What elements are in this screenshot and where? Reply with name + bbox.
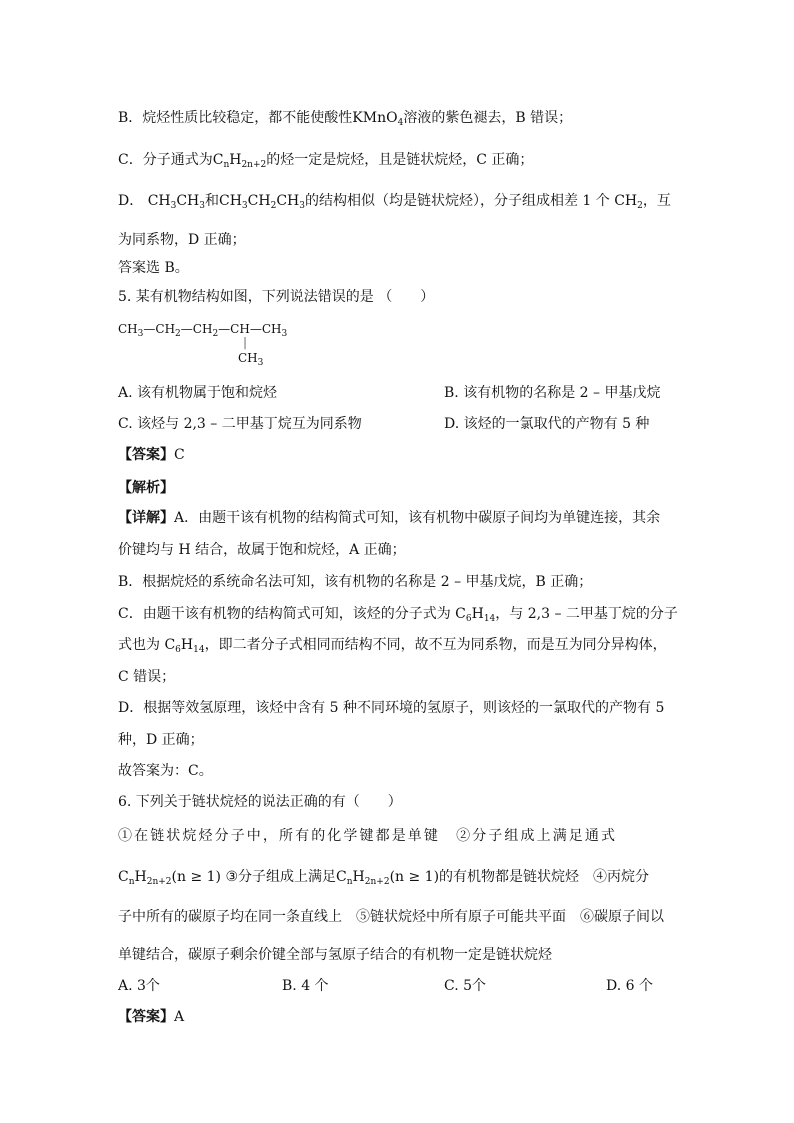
q5-option-c: C. 该烃与 2,3 – 二甲基丁烷互为同系物 xyxy=(118,416,362,432)
q5-option-a: A. 该有机物属于饱和烷烃 xyxy=(118,385,278,401)
q5-detail-line-5 xyxy=(118,635,667,655)
branch-bond: | xyxy=(243,335,248,349)
q5-analysis-label: 【解析】 xyxy=(118,480,174,496)
q6-answer xyxy=(118,1007,184,1027)
main-chain xyxy=(118,322,288,339)
formula-h: H xyxy=(134,869,147,885)
q6-statement-line-1: ①在链状烷烃分子中，所有的化学键都是单键 ②分子组成上满足通式 xyxy=(118,828,618,844)
subscript: 14 xyxy=(193,645,205,655)
text: —CH—CH xyxy=(218,322,282,336)
answer-label: 【答案】 xyxy=(118,1009,174,1025)
q5-answer xyxy=(118,445,185,465)
q5-detail-line-7: D．根据等效氢原理，该烃中含有 5 种不同环境的氢原子，则该烃的一氯取代的产物有 5 xyxy=(118,700,665,716)
q5-detail-line-1 xyxy=(118,508,660,528)
formula: CH xyxy=(147,193,171,209)
subscript: 2n+2 xyxy=(146,877,172,887)
q4-option-d-explanation xyxy=(118,191,671,211)
answer-label: 【答案】 xyxy=(118,447,174,463)
formula-c: C xyxy=(212,152,224,168)
q4-option-b-explanation xyxy=(118,108,572,128)
subscript: 2n+2 xyxy=(364,877,390,887)
subscript: 3 xyxy=(257,358,264,368)
subscript: 3 xyxy=(137,329,144,339)
q4-final-answer: 答案选 B。 xyxy=(118,260,189,276)
subscript: 2 xyxy=(175,329,181,339)
q6-option-a: A. 3个 xyxy=(118,978,160,994)
q6-statement-line-4: 单键结合，碳原子剩余价键全部与氢原子结合的有机物一定是链状烷烃 xyxy=(118,947,552,963)
subscript: 3 xyxy=(199,201,205,211)
q5-detail-line-2: 价键均与 H 结合，故属于饱和烷烃，A 正确； xyxy=(118,542,406,558)
q6-stem: 6. 下列关于链状烷烃的说法正确的有（ ） xyxy=(118,794,402,810)
subscript: n xyxy=(223,160,230,170)
answer-value: C xyxy=(174,447,185,463)
formula-h: H xyxy=(352,869,365,885)
subscript: 2 xyxy=(637,201,643,211)
q5-stem: 5. 某有机物结构如图，下列说法错误的是 （ ） xyxy=(118,289,435,305)
subscript: 14 xyxy=(483,614,496,624)
q4-option-c-explanation xyxy=(118,150,533,170)
text: B．烷烃性质比较稳定，都不能使酸性 xyxy=(118,110,353,126)
formula: KMnO xyxy=(352,110,398,126)
text: ③分子组成上满足 xyxy=(225,869,337,885)
text: H xyxy=(180,637,194,653)
subscript: 3 xyxy=(241,201,248,211)
text: CH xyxy=(118,322,138,336)
text: ，互 xyxy=(642,193,671,209)
subscript: n xyxy=(346,877,353,887)
text: D． xyxy=(118,193,144,209)
text: ，即二者分子式相同而结构不同，故不互为同系物，而是互为同分异构体， xyxy=(204,637,667,653)
subscript: 4 xyxy=(397,118,404,128)
formula: CH xyxy=(176,193,200,209)
text: C．分子通式为 xyxy=(118,152,213,168)
subscript: 3 xyxy=(299,201,305,211)
q5-option-b: B. 该有机物的名称是 2 – 甲基戊烷 xyxy=(444,385,661,401)
q6-option-b: B. 4 个 xyxy=(282,978,329,994)
answer-value: A xyxy=(174,1009,185,1025)
q5-final-answer: 故答案为：C。 xyxy=(118,763,213,779)
text: 和 xyxy=(205,193,219,209)
branch-methyl xyxy=(238,351,264,368)
text: H xyxy=(471,606,484,622)
q6-option-d: D. 6 个 xyxy=(606,978,653,994)
formula: CH xyxy=(276,193,300,209)
q5-structure-formula xyxy=(118,322,318,370)
text: 溶液的紫色褪去，B 错误； xyxy=(403,110,573,126)
formula-h: H xyxy=(229,152,242,168)
text: ，与 2,3 – 二甲基丁烷的分子 xyxy=(495,606,678,622)
q5-detail-line-4 xyxy=(118,604,678,624)
q5-detail-line-3: B．根据烷烃的系统命名法可知，该有机物的名称是 2 – 甲基戊烷，B 正确； xyxy=(118,574,593,590)
subscript: 2 xyxy=(212,329,219,339)
q6-option-c: C. 5个 xyxy=(444,978,487,994)
subscript: 2n+2 xyxy=(241,160,267,170)
detail-label: 【详解】 xyxy=(118,510,174,526)
text: 的有机物都是链状烷烃 ④丙烷分 xyxy=(439,869,650,885)
formula: CH xyxy=(219,193,242,209)
subscript: 6 xyxy=(175,645,181,655)
subscript: 2 xyxy=(270,201,277,211)
formula-c: C xyxy=(336,869,347,885)
text: 的烃一定是烷烃，且是链状烷烃，C 正确； xyxy=(266,152,534,168)
q5-detail-line-8: 种，D 正确； xyxy=(118,732,204,748)
formula: CH xyxy=(247,193,271,209)
subscript: 3 xyxy=(281,329,288,339)
subscript: 3 xyxy=(170,201,177,211)
text: A．由题干该有机物的结构简式可知，该有机物中碳原子间均为单键连接，其余 xyxy=(174,510,661,526)
subscript: 6 xyxy=(465,614,472,624)
subscript: n xyxy=(128,877,135,887)
text: —CH xyxy=(143,322,176,336)
q6-statement-line-2 xyxy=(118,867,649,887)
text: 的结构相似（均是链状烷烃），分子组成相差 1 个 CH xyxy=(304,193,638,209)
text: C．由题干该有机物的结构简式可知，该烃的分子式为 C xyxy=(118,606,466,622)
text: —CH xyxy=(180,322,213,336)
q4-option-d-explanation-cont: 为同系物，D 正确； xyxy=(118,232,246,248)
formula-c: C xyxy=(118,869,129,885)
condition: (n ≥ 1) xyxy=(171,869,222,885)
condition: (n ≥ 1) xyxy=(389,869,440,885)
text: 式也为 C xyxy=(118,637,176,653)
q5-detail-line-6: C 错误； xyxy=(118,669,176,685)
q6-statement-line-3: 子中所有的碳原子均在同一条直线上 ⑤链状烷烃中所有原子可能共平面 ⑥碳原子间以 xyxy=(118,909,664,925)
text: CH xyxy=(238,351,258,365)
q5-option-d: D. 该烃的一氯取代的产物有 5 种 xyxy=(444,416,650,432)
